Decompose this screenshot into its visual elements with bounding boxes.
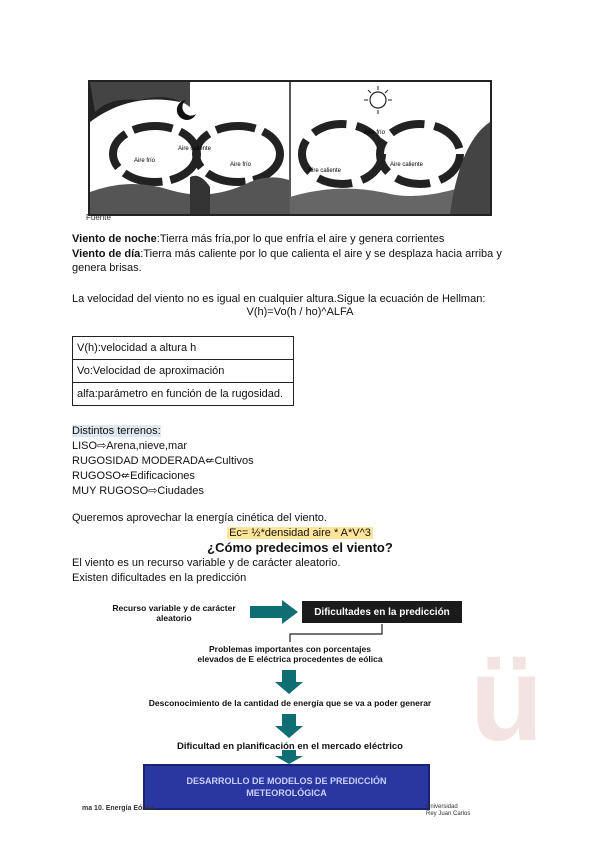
list-item: RUGOSIDAD MODERADA⇍Cultivos (72, 455, 254, 467)
logo-line-2: Rey Juan Carlos (426, 811, 471, 817)
day-wind-line (72, 247, 532, 276)
prediction-title: ¿Cómo predecimos el viento? (207, 540, 393, 555)
day-wind-text: :Tierra más caliente por lo que calienta el aire y se desplaza hacia arriba y genera brisas. (72, 247, 502, 274)
table-row (73, 360, 294, 383)
flow-problems (150, 644, 430, 664)
label-day-cold: Aire frío (364, 130, 386, 136)
flow-resource (94, 603, 254, 623)
development-line-1: DESARROLLO DE MODELOS DE PREDICCIÓN (186, 776, 387, 786)
night-wind-line (72, 232, 532, 247)
energy-intro: Queremos aprovechar la energía cinética del viento. (72, 512, 327, 524)
terrain-list (72, 424, 254, 499)
kinetic-energy-formula-wrap (72, 527, 528, 539)
flow-planning: Dificultad en planificación en el mercado eléctrico (177, 741, 403, 752)
wind-description (72, 232, 532, 276)
footer-topic: ma 10. Energía Eólica (82, 805, 154, 812)
hellman-intro: La velocidad del viento no es igual en cualquier altura.Sigue la ecuación de Hellman: (72, 293, 486, 305)
development-line-2: METEOROLÓGICA (246, 788, 327, 798)
flow-resource-line-1: Recurso variable y de carácter (112, 603, 236, 613)
table-row (73, 383, 294, 406)
sea-land-breeze-figure (88, 80, 492, 216)
night-wind-label: Viento de noche (72, 233, 157, 245)
list-item: MUY RUGOSO⇨Ciudades (72, 485, 204, 497)
label-day-warm-1: Aire caliente (308, 168, 342, 174)
table-cell: alfa:parámetro en función de la rugosidad. (73, 383, 294, 406)
university-logo (426, 804, 470, 818)
list-item: RUGOSO⇍Edificaciones (72, 470, 195, 482)
arrow-right-icon (250, 600, 298, 624)
label-night-warm: Aire caliente (178, 146, 212, 152)
prediction-line-2: Existen dificultades en la predicción (72, 571, 247, 584)
table-cell: Vo:Velocidad de aproximación (73, 360, 294, 383)
development-box (143, 764, 430, 810)
label-night-cold-2: Aire frío (230, 162, 252, 168)
difficulties-box: Dificultades en la predicción (302, 601, 462, 623)
watermark: ü (470, 632, 544, 766)
arrow-down-icon (275, 670, 303, 694)
logo-line-1: Universidad (426, 804, 458, 810)
table-cell: V(h):velocidad a altura h (73, 337, 294, 360)
terrain-title: Distintos terrenos: (72, 425, 161, 437)
label-night-cold: Aire frío (134, 158, 156, 164)
figure-caption: Fuente (86, 213, 111, 222)
hellman-equation: V(h)=Vo(h / ho)^ALFA (246, 306, 354, 318)
flow-problems-line-1: Problemas importantes con porcentajes (208, 644, 372, 654)
list-item: LISO⇨Arena,nieve,mar (72, 440, 187, 452)
table-row (73, 337, 294, 360)
flow-unknown: Desconocimiento de la cantidad de energía que se va a poder generar (148, 698, 432, 708)
sun-icon (370, 92, 386, 108)
label-day-warm-2: Aire caliente (390, 162, 424, 168)
night-wind-text: :Tierra más fría,por lo que enfría el aire y genera corrientes (156, 233, 445, 245)
arrow-down-icon (275, 750, 303, 764)
day-wind-label: Viento de día (72, 247, 141, 260)
flow-resource-line-2: aleatorio (156, 613, 192, 623)
breeze-illustration (90, 82, 490, 214)
prediction-line-1: El viento es un recurso variable y de carácter aleatorio. (72, 557, 341, 569)
prediction-text (72, 556, 532, 585)
kinetic-energy-formula: Ec= ½*densidad aire * A*V^3 (229, 527, 371, 539)
connector-line (290, 624, 382, 642)
parameter-table (72, 336, 294, 406)
flow-problems-line-2: elevados de E eléctrica procedentes de eólica (197, 654, 383, 664)
arrow-down-icon (275, 714, 303, 738)
